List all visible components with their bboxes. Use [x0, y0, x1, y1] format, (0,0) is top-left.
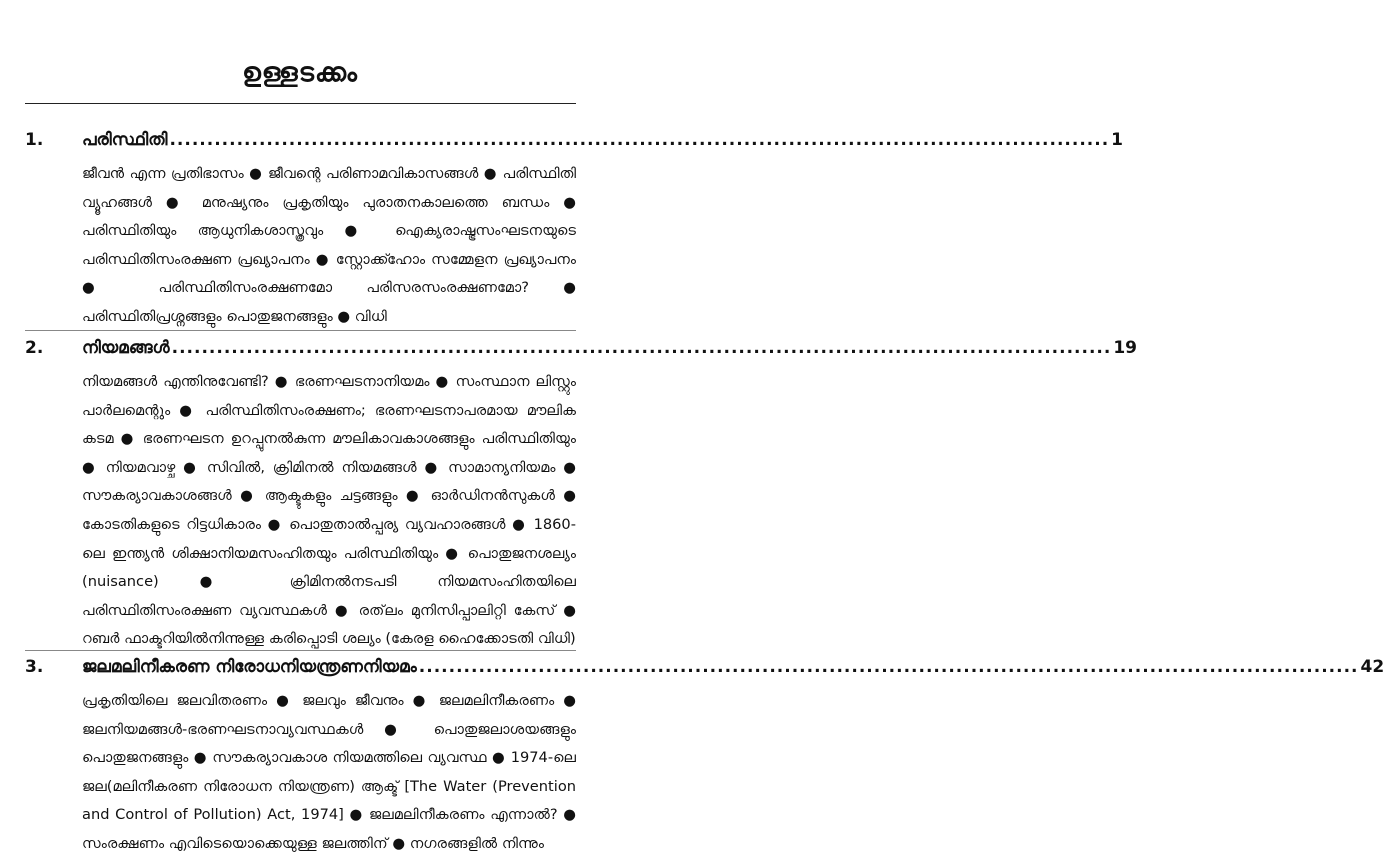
chapter-divider: [25, 650, 576, 651]
chapter-summary: നിയമങ്ങൾ എന്തിനുവേണ്ടി? ● ഭരണഘടനാനിയമം ● സംസ്ഥാന ലിസ്റ്റും പാർലമെന്റും ● പരിസ്ഥിതിസംരക്ഷണം; ഭരണഘടനാപരമായ മൗലിക കടമ ● ഭരണഘടന ഉറപ്പുനൽകുന്ന മൗലികാവകാശങ്ങളും പരിസ്ഥിതിയും ● നിയമവാഴ്ച ● സിവിൽ, ക്രിമിനൽ നിയമങ്ങൾ ● സാമാന്യനിയമം ● സൗകര്യാവകാശങ്ങൾ ● ആക്ടുകളും ചട്ടങ്ങളും ● ഓർഡിനൻസുകൾ ● കോടതികളുടെ റിട്ടധികാരം ● പൊതുതാൽപ്പര്യ വ്യവഹാരങ്ങൾ ● 1860-ലെ ഇന്ത്യൻ ശിക്ഷാനിയമസംഹിതയും പരിസ്ഥിതിയും ● പൊതുജനശല്യം (nuisance) ● ക്രിമിനൽനടപടി നിയമസംഹിതയിലെ പരിസ്ഥിതിസംരക്ഷണ വ്യവസ്ഥകൾ ● രത്‌ലം മുനിസിപ്പാലിറ്റി കേസ് ● റബർ ഫാക്ടറിയിൽനിന്നുള്ള കരിപ്പൊടി ശല്യം (കേരള ഹൈക്കോടതി വിധി): [82, 373, 576, 648]
chapter-entry: [25, 657, 1384, 859]
chapter-title[interactable]: ജലമലിനീകരണ നിരോധനിയന്ത്രണനിയമം: [82, 657, 417, 677]
chapter-title[interactable]: പരിസ്ഥിതി: [82, 130, 168, 150]
chapter-entry: [25, 338, 1138, 654]
chapter-entry: [25, 130, 1124, 332]
leader-dots: ..............................................................................................................................: [418, 657, 1359, 677]
chapter-summary: ജീവൻ എന്ന പ്രതിഭാസം ● ജീവന്റെ പരിണാമവികാസങ്ങൾ ● പരിസ്ഥിതി വ്യൂഹങ്ങൾ ● മനുഷ്യനും പ്രകൃതിയും പുരാതനകാലത്തെ ബന്ധം ● പരിസ്ഥിതിയും ആധുനികശാസ്ത്രവും ● ഐക്യരാഷ്ട്രസംഘടനയുടെ പരിസ്ഥിതിസംരക്ഷണ പ്രഖ്യാപനം ● സ്റ്റോക്ക്ഹോം സമ്മേളന പ്രഖ്യാപനം ● പരിസ്ഥിതിസംരക്ഷണമോ പരിസരസംരക്ഷണമോ? ● പരിസ്ഥിതിപ്രശ്നങ്ങളും പൊതുജനങ്ങളും ● വിധി: [82, 165, 576, 325]
chapter-divider: [25, 330, 576, 331]
title-rule: [25, 103, 576, 104]
chapter-number: 2.: [25, 338, 44, 358]
leader-dots: ..............................................................................................................................: [169, 130, 1110, 150]
chapter-page-number[interactable]: 1: [1111, 130, 1124, 150]
chapter-number: 3.: [25, 657, 44, 677]
chapter-heading: [25, 130, 1124, 156]
chapter-summary: പ്രകൃതിയിലെ ജലവിതരണം ● ജലവും ജീവനും ● ജലമലിനീകരണം ● ജലനിയമങ്ങൾ-ഭരണഘടനാവ്യവസ്ഥകൾ ● പൊതുജലാശയങ്ങളും പൊതുജനങ്ങളും ● സൗകര്യാവകാശ നിയമത്തിലെ വ്യവസ്ഥ ● 1974-ലെ ജല(മലിനീകരണ നിരോധന നിയന്ത്രണ) ആക്ട് [The Water (Prevention and Control of Pollution) Act, 1974] ● ജലമലിനീകരണം എന്നാൽ? ● സംരക്ഷണം എവിടെയൊക്കെയുള്ള ജലത്തിന് ● നഗരങ്ങളിൽ നിന്നും: [82, 692, 576, 852]
chapter-page-number[interactable]: 42: [1360, 657, 1384, 677]
chapter-number: 1.: [25, 130, 44, 150]
chapter-title[interactable]: നിയമങ്ങൾ: [82, 338, 170, 358]
leader-dots: ..............................................................................................................................: [171, 338, 1112, 358]
chapter-heading: [25, 338, 1138, 364]
page-title: ഉള്ളടക്കം: [242, 58, 358, 88]
chapter-page-number[interactable]: 19: [1113, 338, 1138, 358]
chapter-heading: [25, 657, 1384, 683]
